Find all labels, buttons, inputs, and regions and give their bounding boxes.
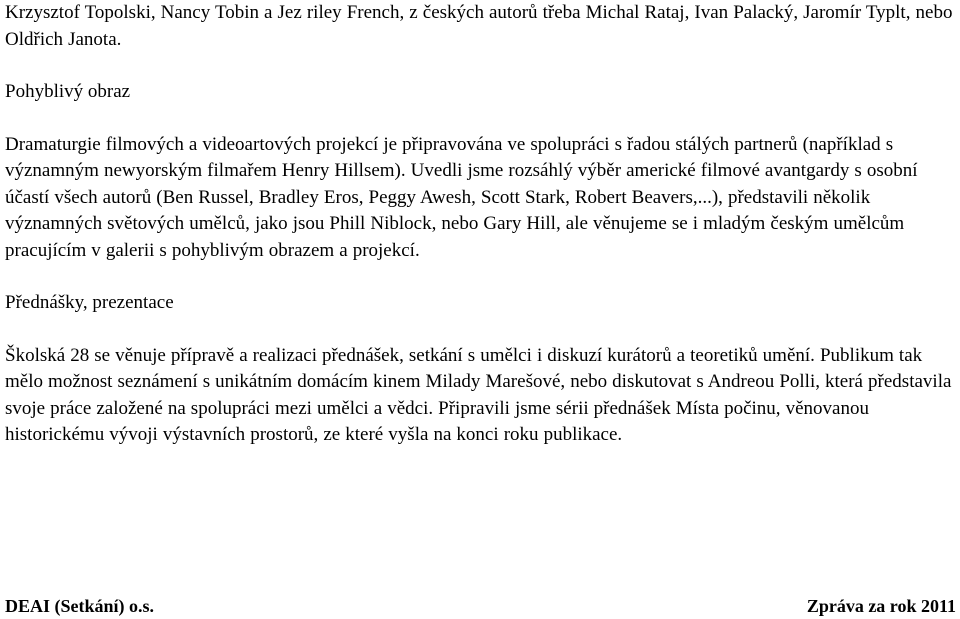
section-heading-lectures: Přednášky, prezentace (5, 292, 174, 313)
moving-image-paragraph: Dramaturgie filmových a videoartových projekcí je připravována ve spolupráci s řadou stálých partnerů (například s významným newyorským filmařem Henry Hillsem). Uvedli jsme rozsáhlý výběr americké filmové avantgardy s osobní účastí všech autorů (Ben Russel, Bradley Eros, Peggy Awesh, Scott Stark, Robert Beavers,...), představili několik významných světových umělců, jako jsou Phill Niblock, nebo Gary Hill, ale věnujeme se i mladým českým umělcům pracujícím v galerii s pohyblivým obrazem a projekcí. (5, 133, 918, 261)
footer-organization: DEAI (Setkání) o.s. (5, 596, 155, 616)
document-body (5, 0, 957, 449)
intro-paragraph: Krzysztof Topolski, Nancy Tobin a Jez riley French, z českých autorů třeba Michal Rataj, Ivan Palacký, Jaromír Typlt, nebo Oldřich Janota. (5, 2, 953, 50)
footer-report-title: Zpráva za rok 2011 (806, 596, 956, 616)
spacer (5, 106, 957, 132)
spacer (5, 317, 957, 343)
lectures-paragraph: Školská 28 se věnuje přípravě a realizaci přednášek, setkání s umělci i diskuzí kurátorů a teoretiků umění. Publikum tak mělo možnost seznámení s unikátním domácím kinem Milady Marešové, nebo diskutovat s Andreou Polli, která představila svoje práce založené na spolupráci mezi umělci a vědci. Připravili jsme sérii přednášek Místa počinu, věnovanou historickému vývoji výstavních prostorů, ze které vyšla na konci roku publikace. (5, 344, 952, 445)
section-heading-moving-image: Pohyblivý obraz (5, 81, 131, 102)
page-footer (5, 595, 956, 617)
spacer (5, 264, 957, 290)
spacer (5, 53, 957, 79)
